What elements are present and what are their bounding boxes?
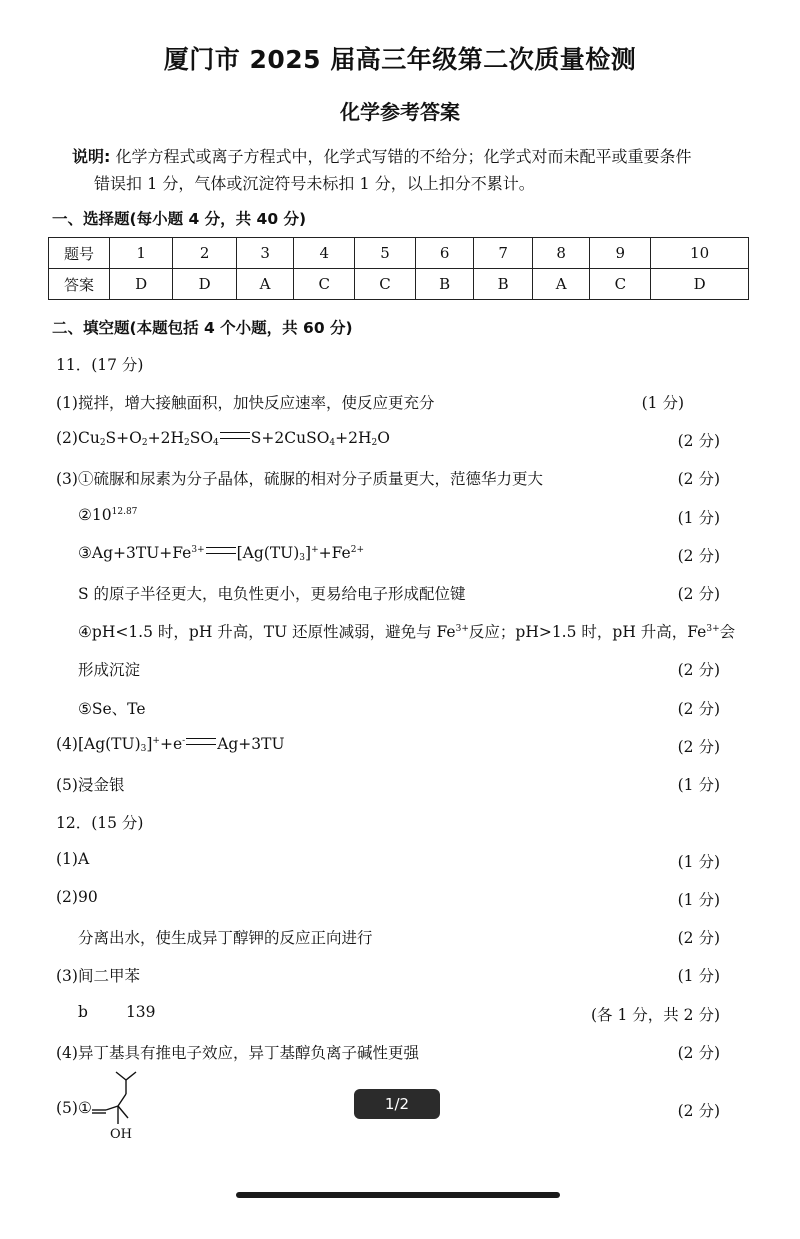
table-row-answers xyxy=(49,269,749,300)
instructions-note xyxy=(72,143,752,197)
page-indicator: 1/2 xyxy=(354,1089,440,1119)
equals-sign xyxy=(186,738,216,745)
chemical-equation xyxy=(56,429,390,448)
eq-superscript: 2+ xyxy=(350,545,364,555)
number-header-cell: 题号 xyxy=(49,238,110,269)
q12-part-4 xyxy=(56,1041,720,1065)
score-label: (1 分) xyxy=(641,394,684,412)
q12-heading: 12．(15 分) xyxy=(56,814,144,832)
answer-text: (1)搅拌，增大接触面积，加快反应速率，使反应更充分 xyxy=(56,394,435,412)
score-label: (各 1 分，共 2 分) xyxy=(590,1006,720,1024)
equals-sign xyxy=(206,547,236,554)
score-label: (2 分) xyxy=(677,738,720,756)
home-indicator-bar[interactable] xyxy=(236,1192,560,1198)
answer-text xyxy=(78,1003,156,1021)
q11-part-3-5 xyxy=(56,697,720,721)
eq-segment: O xyxy=(377,429,390,447)
score-label: (2 分) xyxy=(677,1044,720,1062)
ion-charge: 3+ xyxy=(455,624,469,634)
answer-text: 分离出水，使生成异丁醇钾的反应正向进行 xyxy=(78,929,373,947)
eq-superscript: + xyxy=(311,545,319,555)
answer-cell: C xyxy=(590,269,651,300)
molecule-structure-icon xyxy=(88,1068,158,1148)
number-cell: 3 xyxy=(236,238,294,269)
value-base: ②10 xyxy=(78,506,112,524)
score-label: (2 分) xyxy=(677,432,720,450)
q11-part-3-4 xyxy=(56,620,736,644)
score-label: (1 分) xyxy=(677,967,720,985)
document-title: 厦门市 2025 届高三年级第二次质量检测 xyxy=(163,45,637,74)
q12-part-3 xyxy=(56,964,720,988)
eq-subscript: 3 xyxy=(299,553,306,563)
value-exponent: 12.87 xyxy=(111,507,138,517)
number-cell: 8 xyxy=(532,238,590,269)
note-line-1: 化学方程式或离子方程式中，化学式写错的不给分；化学式对而未配平或重要条件 xyxy=(115,147,692,166)
eq-subscript: 2 xyxy=(371,438,378,448)
eq-segment: ] xyxy=(146,735,153,753)
q11-part-3-3 xyxy=(56,544,720,568)
answer-cell: A xyxy=(236,269,294,300)
q11-part-3-4b xyxy=(56,658,720,682)
score-label: (2 分) xyxy=(677,661,720,679)
score-label: (1 分) xyxy=(677,509,720,527)
note-line-2: 错误扣 1 分，气体或沉淀符号未标扣 1 分，以上扣分不累计。 xyxy=(94,174,535,193)
eq-segment: ③Ag+3TU+Fe xyxy=(78,544,192,562)
score-label: (2 分) xyxy=(677,929,720,947)
eq-subscript: 4 xyxy=(329,438,336,448)
eq-subscript: 2 xyxy=(183,438,190,448)
answer-text: (3)间二甲苯 xyxy=(56,967,140,985)
q12-part-2b xyxy=(56,926,720,950)
answer-value: 139 xyxy=(125,1003,156,1021)
q11-part-2 xyxy=(56,429,720,453)
ion-charge: 3+ xyxy=(706,624,720,634)
answer-cell: B xyxy=(474,269,533,300)
eq-superscript: 3+ xyxy=(191,545,205,555)
answer-text: S 的原子半径更大，电负性更小，更易给电子形成配位键 xyxy=(78,585,466,603)
number-cell: 6 xyxy=(415,238,474,269)
answer-cell: C xyxy=(355,269,416,300)
score-label: (1 分) xyxy=(677,891,720,909)
section-2-title: 二、填空题(本题包括 4 个小题，共 60 分) xyxy=(52,319,353,337)
number-cell: 9 xyxy=(590,238,651,269)
score-label: (2 分) xyxy=(677,470,720,488)
eq-segment: S+2CuSO xyxy=(250,429,330,447)
answer-cell: D xyxy=(173,269,236,300)
q12-part-3b xyxy=(56,1003,720,1027)
answer-text: (2)90 xyxy=(56,888,98,906)
q12-part-1 xyxy=(56,850,720,874)
answer-text xyxy=(78,506,137,524)
eq-subscript: 3 xyxy=(140,744,147,754)
eq-subscript: 2 xyxy=(99,438,106,448)
text-segment: ④pH<1.5 时，pH 升高，TU 还原性减弱，避免与 Fe xyxy=(78,623,456,641)
answer-text: (4)异丁基具有推电子效应，异丁基醇负离子碱性更强 xyxy=(56,1044,419,1062)
number-cell: 5 xyxy=(355,238,416,269)
section-1-title: 一、选择题(每小题 4 分，共 40 分) xyxy=(52,210,307,228)
answer-text: (1)A xyxy=(56,850,90,868)
q11-part-4 xyxy=(56,735,720,759)
q11-part-3-3b xyxy=(56,582,720,606)
answer-cell: D xyxy=(110,269,173,300)
q12-heading-row xyxy=(56,811,720,835)
q11-part-5 xyxy=(56,773,720,797)
score-label: (2 分) xyxy=(677,585,720,603)
q11-part-3-2 xyxy=(56,506,720,530)
table-row-numbers xyxy=(49,238,749,269)
hydroxyl-label: OH xyxy=(110,1127,132,1142)
score-label: (1 分) xyxy=(677,776,720,794)
q11-part-1 xyxy=(56,391,720,415)
q11-part-3-1 xyxy=(56,467,720,491)
number-cell: 4 xyxy=(294,238,355,269)
eq-segment: Ag+3TU xyxy=(217,735,285,753)
eq-segment: S+O xyxy=(105,429,142,447)
eq-subscript: 4 xyxy=(213,438,219,448)
q12-part-2 xyxy=(56,888,720,912)
answer-text: (5)浸金银 xyxy=(56,776,125,794)
q11-heading: 11．(17 分) xyxy=(56,356,144,374)
number-cell: 1 xyxy=(110,238,173,269)
text-segment: 反应；pH>1.5 时，pH 升高，Fe xyxy=(468,623,707,641)
answer-choice: b xyxy=(78,1003,88,1021)
eq-segment: ] xyxy=(305,544,312,562)
document-subtitle: 化学参考答案 xyxy=(340,100,460,124)
eq-segment: +2H xyxy=(335,429,372,447)
number-cell: 7 xyxy=(474,238,533,269)
answer-text: 形成沉淀 xyxy=(78,661,141,679)
eq-segment: +2H xyxy=(147,429,184,447)
answer-cell: A xyxy=(532,269,590,300)
choice-answer-table xyxy=(48,237,749,300)
score-label: (1 分) xyxy=(677,853,720,871)
answer-cell: D xyxy=(651,269,749,300)
answer-text: ⑤Se、Te xyxy=(78,700,146,718)
eq-segment: (2)Cu xyxy=(56,429,100,447)
answer-cell: C xyxy=(294,269,355,300)
note-label: 说明: xyxy=(72,147,111,166)
answer-text: (5)① xyxy=(56,1099,92,1117)
text-segment: 会 xyxy=(719,623,736,641)
eq-superscript: - xyxy=(182,736,186,746)
number-cell: 10 xyxy=(651,238,749,269)
electrode-equation xyxy=(56,735,285,754)
eq-segment: (4)[Ag(TU) xyxy=(56,735,141,753)
score-label: (2 分) xyxy=(677,547,720,565)
answer-text: (3)①硫脲和尿素为分子晶体，硫脲的相对分子质量更大，范德华力更大 xyxy=(56,470,543,488)
score-label: (2 分) xyxy=(677,700,720,718)
answer-cell: B xyxy=(415,269,474,300)
number-cell: 2 xyxy=(173,238,236,269)
equals-sign xyxy=(220,432,250,439)
eq-subscript: 2 xyxy=(141,438,148,448)
eq-segment: SO xyxy=(189,429,214,447)
ionic-equation xyxy=(78,544,364,563)
score-label: (2 分) xyxy=(677,1102,720,1120)
eq-segment: [Ag(TU) xyxy=(236,544,300,562)
answer-text xyxy=(78,620,735,642)
eq-segment: +e xyxy=(159,735,183,753)
answer-header-cell: 答案 xyxy=(49,269,110,300)
eq-superscript: + xyxy=(152,736,160,746)
q11-heading-row xyxy=(56,353,720,377)
eq-segment: +Fe xyxy=(318,544,351,562)
